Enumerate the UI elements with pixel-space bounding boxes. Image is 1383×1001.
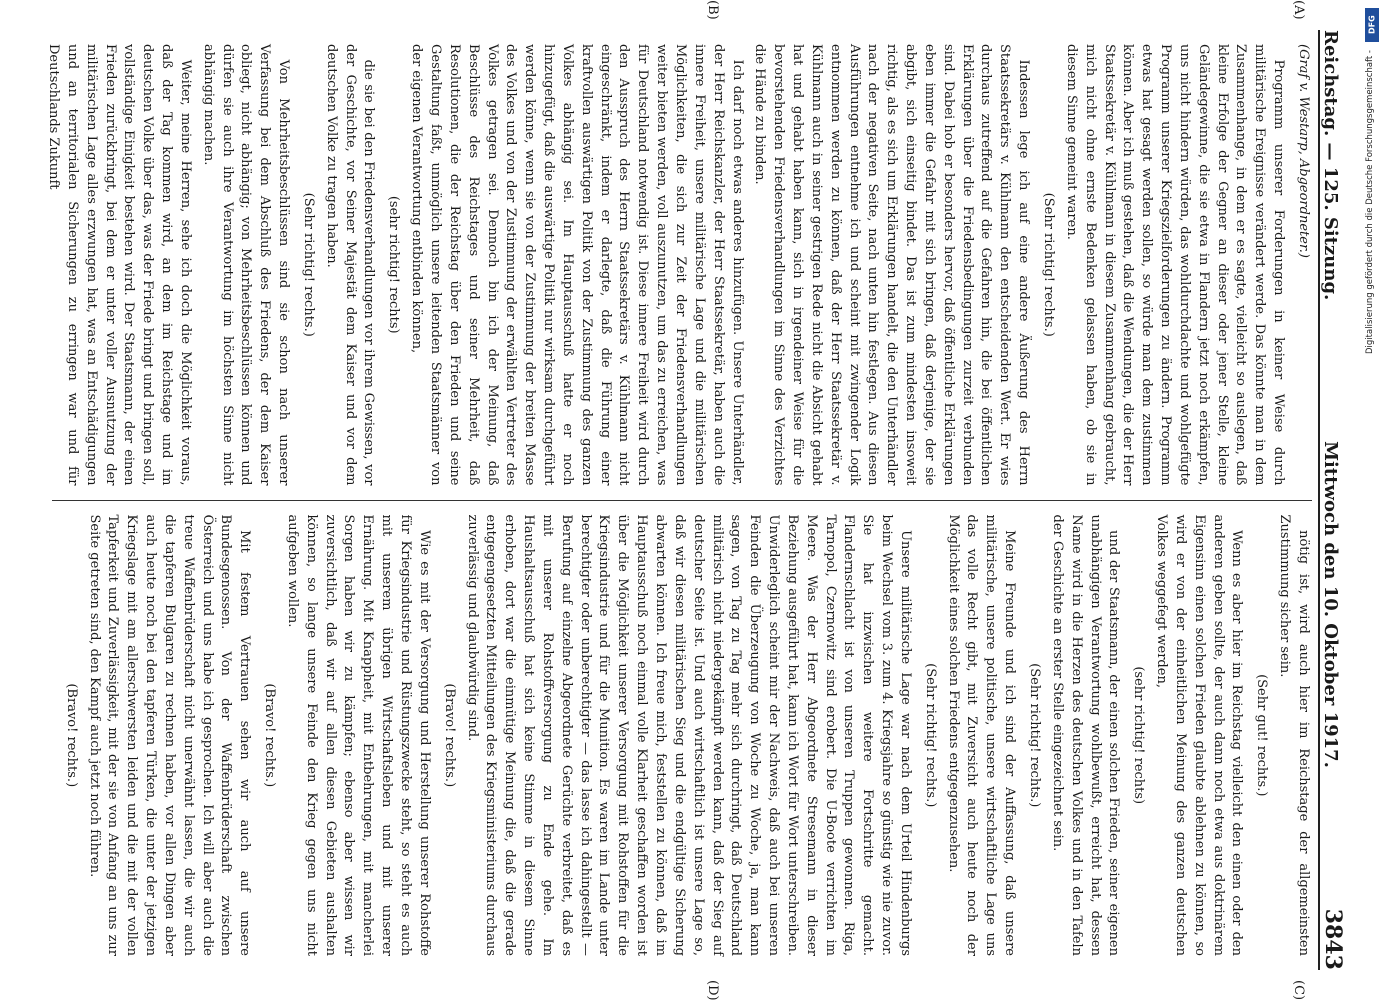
- paragraph: und der Staatsmann, der einen solchen Frieden, seiner eigenen unabhängigen Verantwortung wohlbewußt, erreicht hat, dessen Name wird in die Herzen des deutschen Volkes und in den Tafeln der Geschichte an erster Stelle eingezeichnet sein.: [1049, 514, 1122, 956]
- page-header: [1318, 30, 1360, 970]
- interjection: (sehr richtig! rechts): [1131, 666, 1147, 805]
- column-left: [46, 30, 1312, 500]
- margin-marker-c: (C): [1291, 980, 1306, 1001]
- rotated-content: [40, 0, 1360, 1001]
- paragraph: die sie bei den Friedensverhandlungen vor ihrem Gewissen, vor der Geschichte, vor Seiner Majestät dem Kaiser und vor dem deutschen Volke zu tragen haben.: [323, 44, 377, 486]
- document-page: [40, 0, 1360, 1001]
- interjection: (Sehr richtig! rechts.): [1041, 192, 1057, 337]
- interjection: (sehr richtig! rechts): [386, 195, 402, 334]
- digitization-sidebar: [1365, 8, 1379, 988]
- margin-marker-b: (B): [705, 0, 720, 20]
- paragraph: Ich darf noch etwas anderes hinzufügen. Unsere Unterhändler, der Herr Reichskanzler, der Herr Staatssekretär, haben auch die innere Freiheit, unsere militärische Lage und die militärischen Möglichkeiten, die sich zur Zeit der Friedensverhandlungen weiter bieten werden, voll auszunutzen, um das zu erreichen, was für Deutschland notwendig ist. Diese innere Freiheit wird durch den Ausspruch des Herrn Staatssekretärs v. Kühlmann nicht eingeschränkt, indem er darlegte, daß die Führung einer kraftvollen auswärtigen Politik von der Zustimmung des ganzen Volkes abhängig sei. Im Hauptausschuß hatte er noch hinzugefügt, daß die auswärtige Politik nur wirksam durchgeführt werden könne, wenn sie von der Zustimmung der breiten Masse des Volkes und von der Zustimmung der erwählten Vertreter des Volkes getragen sei. Dennoch bin ich der Meinung, daß Beschlüsse des Reichstages und seiner Mehrheit, daß Resolutionen, die der Reichstag über den Frieden und seine Gestaltung faßt, unmöglich unsere leitenden Staatsmänner von der eigenen Verantwortung entbinden können,: [409, 44, 745, 486]
- paragraph: Mit festem Vertrauen sehen wir auch auf unsere Bundesgenossen. Von der Waffenbrüderschaft zwischen Österreich und uns habe ich gesprochen. Ich will aber auch die treue Waffenbrüderschaft nicht unerwähnt lassen, die wir auch die tapferen Bulgaren zu rechnen haben, vor allen Dingen aber auch heute noch bei den tapferen Türken, die unter der jetzigen Kriegslage mit am allerschwersten leiden und die mit der vollen Tapferkeit und Zuverlässigkeit, mit der sie von Anfang an uns zur Seite getreten sind, den Kampf auch jetzt noch führen.: [86, 514, 253, 956]
- speaker-label: (Graf v. Westarp, Abgeordneter.): [1296, 44, 1311, 258]
- interjection: (Sehr richtig! rechts.): [922, 663, 938, 808]
- paragraph: Wenn es aber hier im Reichstag vielleicht den einen oder den anderen geben sollte, der auch dann noch etwa aus doktrinärem Eigensinn einen solchen Frieden glaubte ablehnen zu können, so wird er von der einheitlichen Meinung des ganzen deutschen Volkes weggefegt werden,: [1154, 514, 1245, 956]
- interjection: (Bravo! rechts.): [262, 683, 278, 788]
- digitization-credit: Digitalisierung gefördert durch die Deutsche Forschungsgemeinschaft -: [1365, 50, 1375, 354]
- paragraph: nötig ist, wird auch hier im Reichstage der allgemeinsten Zustimmung sicher sein.: [1277, 514, 1311, 956]
- interjection: (Sehr richtig! rechts.): [1027, 663, 1043, 808]
- paragraph: Wie es mit der Versorgung und Herstellung unserer Rohstoffe für Kriegsindustrie und Rüstungszwecke steht, so steht es auch mit unserem übrigen Wirtschaftsleben und mit unserer Ernährung. Mit Knappheit, mit Entbehrungen, mit mancherlei Sorgen haben wir zu kämpfen; ebenso aber wissen wir zuversichtlich, daß wir auf allen diesen Gebieten aushalten können, so lange unsere Feinde den Krieg gegen uns nicht aufgeben wollen.: [284, 514, 432, 956]
- header-session: Reichstag. — 125. Sitzung.: [1320, 30, 1341, 301]
- paragraph: Meine Freunde und ich sind der Auffassung, daß unsere militärische, unsere politische, unsere wirtschaftliche Lage uns das volle Recht gibt, mit Zuversicht auch heute noch der Möglichkeit eines solchen Friedens entgegenzusehen.: [945, 514, 1018, 956]
- paragraph: Programm unserer Forderungen in keiner Weise durch militärische Ereignisse verändert werde. Das könnte man in dem Zusammenhange, in dem er es sagte, vielleicht so auslegen, daß kleine Erfolge der Gegner an dieser oder jener Stelle, kleine Geländegewinne, die sie etwa in Flandern jetzt noch erkämpfen, uns nicht hindern würden, das wohldurchdachte und wohlgefügte Programm unserer Kriegszielforderungen zu ändern. Programm etwas hat gesagt werden sollen, so würde man dem zustimmen können. Aber ich muß gestehen, daß die Wendungen, die der Herr Staatssekretär v. Kühlmann in diesem Zusammenhang gebraucht, mich nicht ohne ernste Bedenken gelassen haben, ob sie in diesem Sinne gemeint waren.: [1063, 44, 1287, 486]
- interjection: (Bravo! rechts.): [441, 683, 457, 788]
- column-right: [52, 500, 1312, 971]
- page-number: 3843: [1320, 908, 1346, 970]
- interjection: (Bravo! rechts.): [63, 683, 79, 788]
- paragraph: Von Mehrheitsbeschlüssen sind sie schon nach unserer Verfassung bei dem Abschluß des Friedens, der dem Kaiser obliegt, nicht abhängig; von Mehrheitsbeschlüssen können und dürfen sie auch ihre Verantwortung im höchsten Sinne nicht abhängig machen.: [200, 44, 292, 486]
- paragraph: Weiter, meine Herren, sehe ich doch die Möglichkeit voraus, daß der Tag kommen wird, an dem im Reichstage und im deutschen Volke über das, was der Friede bringt und bringen soll, vollständige Einigkeit bestehen wird. Der Staatsmann, der einen Frieden zurückbringt, bei dem er unter voller Ausnutzung der militärischen Lage alles erzwungen hat, was an Entschädigungen und an territorialen Sicherungen zu erringen war und für Deutschlands Zukunft: [46, 44, 193, 486]
- header-date: Mittwoch den 10. Oktober 1917.: [1320, 441, 1341, 768]
- text-columns: [46, 30, 1312, 970]
- paragraph: Indessen lege ich auf eine andere Äußerung des Herrn Staatssekretärs v. Kühlmann den entscheidenden Wert. Er wies durchaus zutreffend auf die Gefahren hin, die bei öffentlichen Erklärungen über die Friedensbedingungen zurzeit verbunden sind. Dabei hob er besonders hervor, daß öffentliche Erklärungen eben immer die Gefahr mit sich bringen, daß derjenige, der sie abgibt, sich einseitig bindet. Das ist zum mindesten insoweit richtig, als es sich um Erklärungen handelt, die den Unterhändler nach der negativen Seite, nach unten hin festlegen. Aus diesen Ausführungen entnehme ich und scheint mit zwingender Logik entnommen werden zu können, daß der Herr Staatssekretär v. Kühlmann auch in seiner gestrigen Rede nicht die Absicht gehabt hat und gehabt haben kann, sich in irgendeiner Weise für die bevorstehenden Friedensverhandlungen im Sinne des Verzichtes die Hände zu binden.: [752, 44, 1032, 486]
- dfg-logo-icon: DFG: [1365, 8, 1379, 42]
- margin-marker-a: (A): [1291, 0, 1306, 20]
- margin-marker-d: (D): [705, 980, 720, 1001]
- interjection: (Sehr richtig! rechts.): [300, 192, 316, 337]
- interjection: (Sehr gut! rechts.): [1254, 674, 1270, 797]
- paragraph: Unsere militärische Lage war nach dem Urteil Hindenburgs beim Wechsel vom 3. zum 4. Kriegsjahre so günstig wie nie zuvor. Sie hat inzwischen weitere Fortschritte gemacht. Flandernschlacht ist von unseren Truppen gewonnen. Riga, Tarnopol, Czernowitz sind erobert. Die U-Boote verrichten im Meere. Was der Herr Abgeordnete Stresemann in dieser Beziehung ausgeführt hat, kann ich Wort für Wort unterschreiben. Unwiderleglich scheint mir der Nachweis, daß auch bei unseren Feinden die Überzeugung von Woche zu Woche, ja, man kann sagen, von Tag zu Tag mehr sich durchringt, daß Deutschland militärisch nicht niedergekämpft werden kann, daß der Sieg auf deutscher Seite ist. Und auch wirtschaftlich ist unsere Lage so, daß wir diesen militärischen Sieg und die endgültige Sicherung abwarten können. Ich freue mich, feststellen zu können, daß im Hauptausschuß noch einmal volle Klarheit geschaffen worden ist über die Möglichkeit unserer Versorgung mit Rohstoffen für die Kriegsindustrie und für die Munition. Es waren im Lande unter berechtigter oder unberechtigter — das lasse ich dahingestellt — Berufung auf einzelne Abgeordnete Gerüchte verbreitet, daß es mit unserer Rohstoffversorgung zu Ende gehe. Im Haushaltsausschuß hat sich keine Stimme in diesem Sinne erhoben, dort war die einmütige Meinung die, daß die gerade entgegengesetzten Mitteilungen des Kriegsministeriums durchaus zuverlässig und glaubwürdig sind.: [464, 514, 913, 956]
